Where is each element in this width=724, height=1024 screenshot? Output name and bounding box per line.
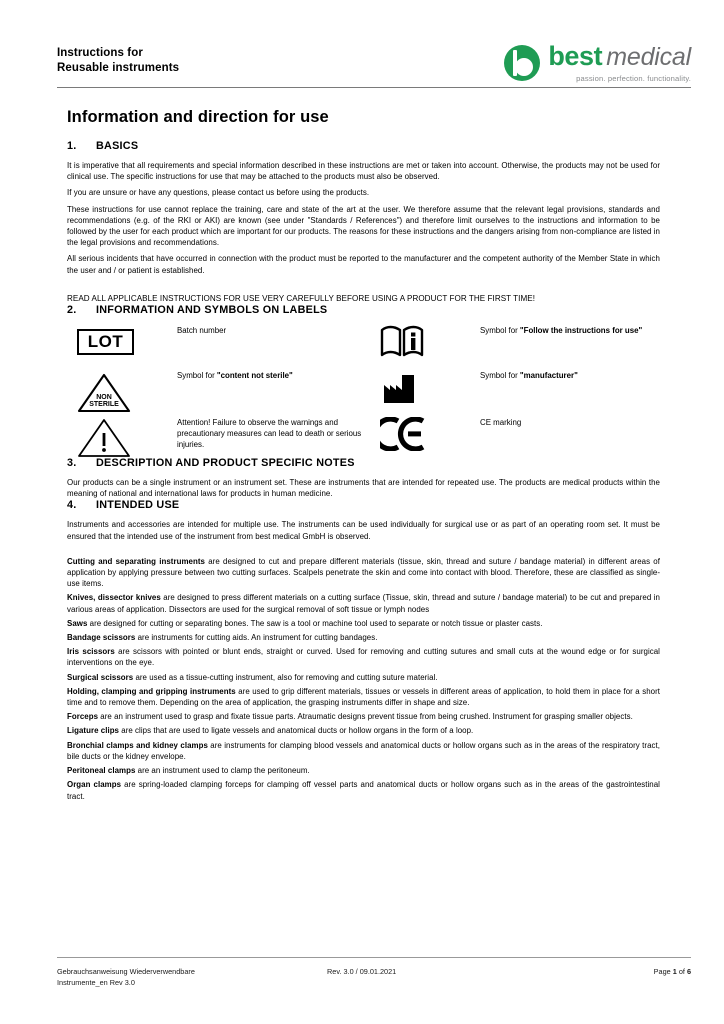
instrument-definition-text: are spring-loaded clamping forceps for clamping off vessel parts and anatomical ducts or hollow organs such as in the areas of the gastrointestinal tract.	[67, 780, 660, 801]
instrument-definition	[67, 725, 660, 736]
symbol-manufacturer-label-prefix: Symbol for	[480, 371, 520, 381]
section-heading-basics	[67, 140, 660, 152]
instrument-definition-term: Cutting and separating instruments	[67, 556, 205, 566]
paragraph: Instruments and accessories are intended for multiple use. The instruments can be used individually for surgical use or as part of an operating room set. It must be ensured that the intended use of the instrument from best medical GmbH is observed.	[67, 520, 660, 541]
section-heading-description	[67, 457, 660, 469]
symbol-lot-label-text: Batch number	[177, 326, 227, 336]
logo-wordmark	[548, 43, 691, 70]
header-title-line1: Instructions for	[57, 47, 143, 59]
logo-b-bowl	[515, 58, 533, 76]
symbol-non-sterile-label-prefix: Symbol for	[177, 371, 217, 381]
symbol-attention-label-text: Attention! Failure to observe the warnings and precautionary measures can lead to death or serious injuries.	[177, 418, 362, 450]
symbol-manufacturer-icon-cell	[384, 373, 418, 408]
logo-text	[548, 43, 691, 83]
non-sterile-text-line1: NON	[96, 394, 112, 402]
section-number-2: 2.	[67, 304, 77, 317]
instrument-definition	[67, 672, 660, 683]
section-number-1: 1.	[67, 140, 77, 152]
instrument-definition-text: are designed to cut and prepare different materials (tissue, skin, thread and suture / bandage material) in different areas of application by applying pressure between two cutting surfaces. Scalpels penetrate the skin and come into contact with blood. Therefore, these are classified as single-use items.	[67, 556, 660, 589]
instrument-definition	[67, 646, 660, 668]
instrument-definition-term: Holding, clamping and gripping instruments	[67, 686, 236, 696]
symbol-ifu-label-bold: "Follow the instructions for use"	[519, 326, 643, 336]
warning-triangle-icon	[76, 417, 132, 459]
non-sterile-text-line2: STERILE	[89, 401, 119, 409]
symbol-non-sterile-label-bold: "content not sterile"	[216, 371, 293, 381]
instrument-definition-text: are scissors with pointed or blunt ends, straight or curved. Used for removing and cutting sutures and small cuts at the wound edge or for surgical interventions on the eye.	[67, 647, 660, 668]
instrument-definition-term: Ligature clips	[67, 726, 120, 736]
instrument-definition-text: are an instrument used to grasp and fixate tissue parts. Atraumatic designs prevent tissue from being crushed. Instrument for grasping smaller objects.	[98, 712, 633, 722]
footer-page-indicator	[527, 967, 691, 988]
symbol-ifu-icon-cell	[380, 325, 426, 364]
symbol-non-sterile-label	[177, 370, 367, 381]
non-sterile-triangle-icon	[76, 371, 132, 415]
instrument-definition-text: are used as a tissue-cutting instrument, also for removing and cutting suture material.	[133, 672, 438, 682]
instrument-definition	[67, 592, 660, 614]
symbol-ce-label-text: CE marking	[480, 418, 522, 428]
logo-brand-sub: medical	[606, 43, 691, 71]
footer-divider	[57, 957, 691, 958]
instrument-definition-text: are clips that are used to ligate vessels and anatomical ducts or hollow organs in the form of a loop.	[119, 726, 474, 736]
header-title	[57, 46, 179, 75]
section-title-1: BASICS	[96, 140, 139, 152]
instrument-definition-text: are designed to press different materials on a cutting surface (Tissue, skin, thread and suture / bandage material) to be cut and prepared in various areas of application. Dissectors are used for the surgical removal of soft tissue or lymph nodes	[67, 593, 660, 614]
section-4-body	[67, 519, 660, 801]
instrument-definition-term: Organ clamps	[67, 780, 122, 790]
instrument-definition-term: Forceps	[67, 712, 99, 722]
symbols-table	[67, 325, 660, 457]
symbol-attention-icon-cell	[76, 417, 132, 464]
section-title-3: DESCRIPTION AND PRODUCT SPECIFIC NOTES	[96, 457, 355, 470]
paragraph: These instructions for use cannot replace the training, care and state of the art at the user. We therefore assume that the relevant legal provisions, standards and recommendations (e.g. of the RKI or AKI) are known (see under "Standards / References") and therefore limit ourselves to the instructions and information to be followed by the user for each product which are important for our products. The reasons for these instructions and the dangers arising from non-compliance are listed in the legal provisions and recommendations.	[67, 204, 660, 248]
symbol-manufacturer-label-bold: "manufacturer"	[519, 371, 578, 381]
logo-tagline: passion. perfection. functionality.	[576, 74, 691, 83]
instrument-definition	[67, 632, 660, 643]
factory-manufacturer-icon	[384, 373, 418, 403]
footer-document-name-line2: Instrumente_en Rev 3.0	[57, 977, 135, 987]
instrument-definition-term: Surgical scissors	[67, 672, 134, 682]
instrument-definition-text: are designed for cutting or separating bones. The saw is a tool or machine tool used to separate or notch tissue or plaster casts.	[87, 618, 543, 628]
section-number-4: 4.	[67, 499, 77, 512]
lot-box-icon	[77, 329, 134, 355]
section-heading-intended-use	[67, 499, 660, 511]
section-heading-symbols	[67, 304, 660, 316]
paragraph: All serious incidents that have occurred in connection with the product must be reported to the manufacturer and the competent authority of the Member State in which the user and / or patient is established.	[67, 254, 660, 275]
symbol-ce-icon-cell	[380, 417, 426, 456]
best-medical-logo	[504, 41, 691, 86]
instrument-definition-text: are instruments for cutting aids. An instrument for cutting bandages.	[135, 633, 378, 643]
footer-revision: Rev. 3.0 / 09.01.2021	[327, 967, 397, 977]
page-footer	[57, 957, 691, 988]
section-title-4: INTENDED USE	[96, 499, 180, 512]
lot-glyph: LOT	[87, 332, 124, 352]
symbol-ce-label	[480, 417, 662, 428]
section-1-body	[67, 160, 660, 304]
instrument-definition	[67, 618, 660, 629]
read-all-instructions-notice: READ ALL APPLICABLE INSTRUCTIONS FOR USE VERY CAREFULLY BEFORE USING A PRODUCT FOR THE FIRST TIME!	[67, 293, 536, 303]
instrument-definition-term: Peritoneal clamps	[67, 766, 136, 776]
instrument-definition-term: Bronchial clamps and kidney clamps	[67, 740, 208, 750]
symbol-lot-icon-cell	[77, 329, 134, 355]
instrument-definition-term: Bandage scissors	[67, 633, 136, 643]
paragraph: If you are unsure or have any questions, please contact us before using the products.	[67, 188, 370, 198]
footer-page-number: 1	[672, 967, 677, 977]
footer-page-label: Page	[653, 967, 673, 977]
logo-b-mark-icon	[504, 45, 540, 81]
ce-marking-icon	[380, 417, 426, 451]
instructions-for-use-booklet-icon	[380, 325, 426, 359]
symbol-ifu-label-prefix: Symbol for	[480, 326, 520, 336]
instrument-definition	[67, 686, 660, 708]
paragraph: Our products can be a single instrument or an instrument set. These are instruments that are intended for repeated use. The products are medical products within the meaning of national and international laws for products in human medicine.	[67, 478, 660, 499]
instrument-definition	[67, 779, 660, 801]
symbol-non-sterile-icon-cell	[76, 371, 132, 420]
instrument-definition	[67, 711, 660, 722]
instrument-definition-term: Knives, dissector knives	[67, 593, 161, 603]
instrument-definition-text: are instruments for clamping blood vessels and anatomical ducts or hollow organs such as in the areas of the respiratory tract, bile ducts or the kidney envelope.	[67, 740, 660, 761]
instrument-definition-term: Saws	[67, 618, 88, 628]
footer-row	[57, 967, 691, 988]
header-title-line2: Reusable instruments	[57, 61, 180, 74]
logo-brand: best	[548, 41, 603, 71]
symbol-ifu-label	[480, 325, 662, 336]
section-number-3: 3.	[67, 457, 77, 470]
symbol-manufacturer-label	[480, 370, 662, 381]
footer-page-of: of	[676, 967, 687, 977]
paragraph: It is imperative that all requirements and special information described in these instructions are met or taken into account. Otherwise, the products may not be used for clinical use. The specific instructions for use that may be attached to the products must also be observed.	[67, 161, 660, 182]
instrument-definition-text: are used to grip different materials, tissues or vessels in different areas of application, to hold them in place for a short time and to remove them. Depending on the area of application, the grasping instruments differ in shape and size.	[67, 686, 660, 708]
instrument-definition-term: Iris scissors	[67, 647, 115, 657]
footer-page-total: 6	[686, 967, 691, 977]
instrument-definition	[67, 740, 660, 762]
instrument-definition-text: are an instrument used to clamp the peritoneum.	[135, 766, 310, 776]
page-title: Information and direction for use	[67, 108, 329, 126]
header-divider	[57, 87, 691, 88]
section-3-body	[67, 477, 660, 499]
instrument-definition	[67, 556, 660, 590]
section-title-2: INFORMATION AND SYMBOLS ON LABELS	[96, 304, 328, 317]
symbol-lot-label	[177, 325, 352, 336]
footer-document-name	[57, 967, 327, 988]
instrument-definitions-list	[67, 556, 660, 802]
symbol-attention-label	[177, 417, 367, 451]
page-header	[57, 41, 691, 90]
footer-document-name-line1: Gebrauchsanweisung Wiederverwendbare	[57, 967, 195, 977]
document-body	[67, 140, 660, 802]
instrument-definition	[67, 765, 660, 776]
